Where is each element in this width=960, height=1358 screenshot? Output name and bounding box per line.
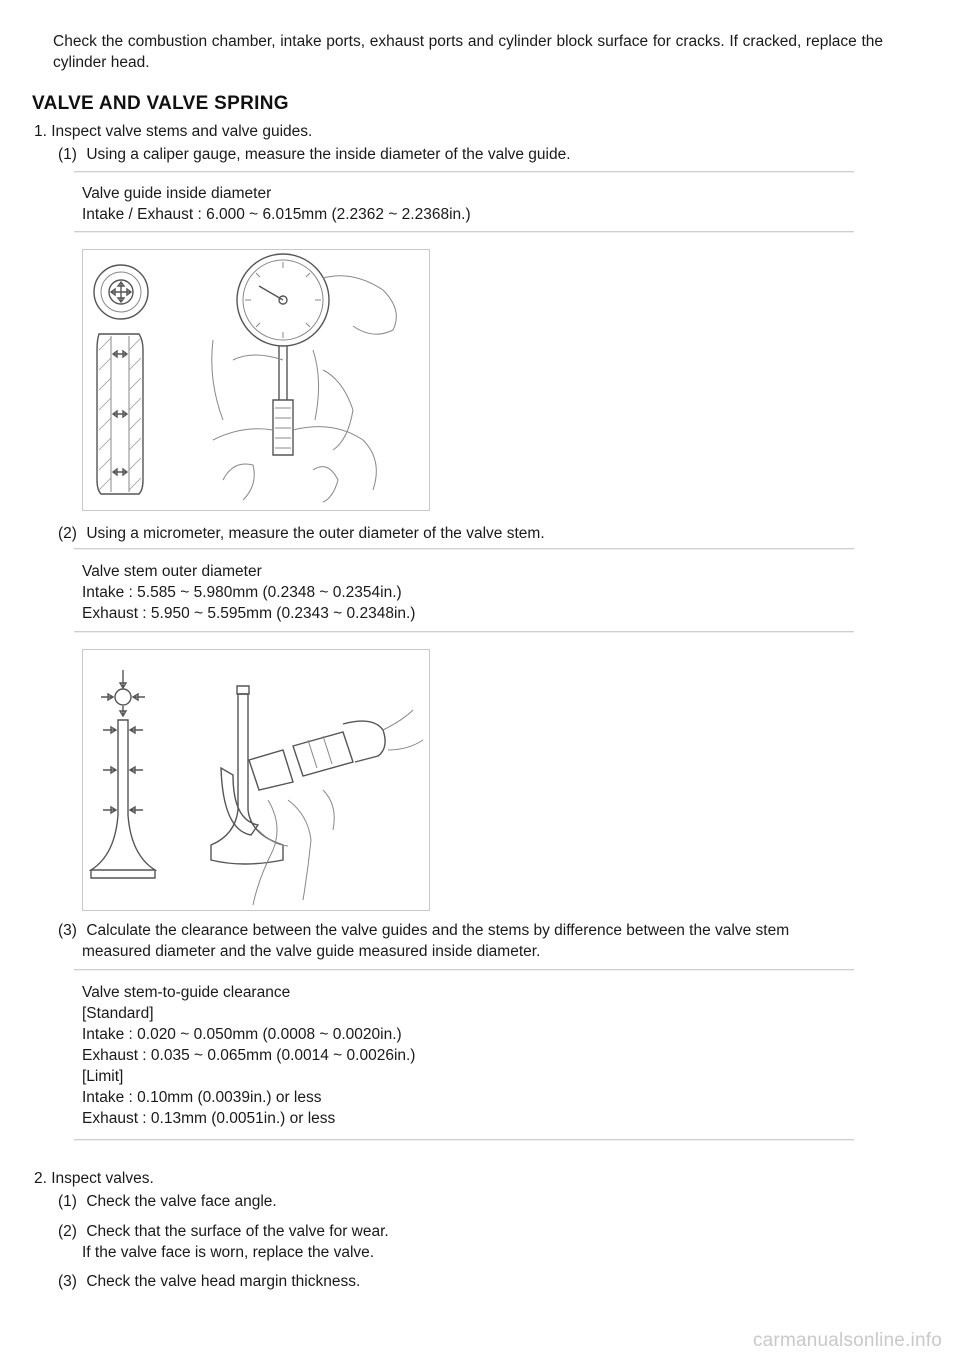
spec-box-stem-diameter [82, 561, 415, 624]
step-number: 1. [34, 123, 47, 140]
substep-number: (2) [58, 525, 77, 542]
substep-1-1 [58, 144, 868, 165]
step-2 [34, 1168, 154, 1189]
micrometer-illustration [83, 650, 429, 910]
substep-number: (3) [58, 922, 77, 939]
spec-divider-top [74, 171, 854, 173]
spec-divider-bottom [74, 231, 854, 233]
substep-number: (1) [58, 146, 77, 163]
substep-text: Check that the surface of the valve for wear. [86, 1223, 389, 1240]
intro-paragraph: Check the combustion chamber, intake ports, exhaust ports and cylinder block surface for cracks. If cracked, replace the cylinder head. [53, 33, 883, 71]
spec-title: Valve stem outer diameter [82, 563, 262, 580]
step-1 [34, 121, 312, 142]
spec-title: Valve guide inside diameter [82, 185, 272, 202]
spec-divider-top [74, 969, 854, 971]
spec-box-clearance [82, 982, 415, 1129]
figure-caliper-gauge [82, 249, 430, 511]
figure-micrometer [82, 649, 430, 911]
spec-line: Intake / Exhaust : 6.000 ~ 6.015mm (2.2362 ~ 2.2368in.) [82, 206, 471, 223]
spec-line: Intake : 5.585 ~ 5.980mm (0.2348 ~ 0.2354in.) [82, 584, 402, 601]
spec-title: Valve stem-to-guide clearance [82, 984, 291, 1001]
substep-number: (1) [58, 1193, 77, 1210]
substep-number: (3) [58, 1273, 77, 1290]
step-text: Inspect valve stems and valve guides. [51, 123, 313, 140]
spec-line: Exhaust : 5.950 ~ 5.595mm (0.2343 ~ 0.2348in.) [82, 605, 416, 622]
substep-2-2 [58, 1221, 868, 1263]
caliper-gauge-illustration [83, 250, 429, 510]
spec-divider-bottom [74, 1139, 854, 1141]
spec-line: Intake : 0.020 ~ 0.050mm (0.0008 ~ 0.0020in.) [82, 1026, 402, 1043]
substep-1-3 [58, 920, 868, 962]
spec-line: [Limit] [82, 1068, 124, 1085]
substep-text-continued: If the valve face is worn, replace the valve. [82, 1244, 375, 1261]
substep-text: Check the valve head margin thickness. [86, 1273, 361, 1290]
spec-line: Exhaust : 0.13mm (0.0051in.) or less [82, 1110, 336, 1127]
substep-2-3 [58, 1271, 868, 1292]
substep-text-continued: measured diameter and the valve guide measured inside diameter. [82, 943, 541, 960]
step-text: Inspect valves. [51, 1170, 154, 1187]
spec-line: [Standard] [82, 1005, 154, 1022]
watermark-text: carmanualsonline.info [752, 1330, 942, 1351]
substep-number: (2) [58, 1223, 77, 1240]
spec-box-guide-diameter [82, 183, 471, 225]
spec-divider-top [74, 548, 854, 550]
substep-text: Using a caliper gauge, measure the inside diameter of the valve guide. [86, 146, 571, 163]
spec-divider-bottom [74, 631, 854, 633]
substep-2-1 [58, 1191, 868, 1212]
substep-text: Using a micrometer, measure the outer diameter of the valve stem. [86, 525, 545, 542]
step-number: 2. [34, 1170, 47, 1187]
substep-1-2 [58, 523, 868, 544]
spec-line: Intake : 0.10mm (0.0039in.) or less [82, 1089, 322, 1106]
substep-text: Check the valve face angle. [86, 1193, 277, 1210]
spec-line: Exhaust : 0.035 ~ 0.065mm (0.0014 ~ 0.0026in.) [82, 1047, 416, 1064]
substep-text: Calculate the clearance between the valve guides and the stems by difference between the valve stem [86, 922, 790, 939]
section-title: VALVE AND VALVE SPRING [32, 93, 289, 114]
